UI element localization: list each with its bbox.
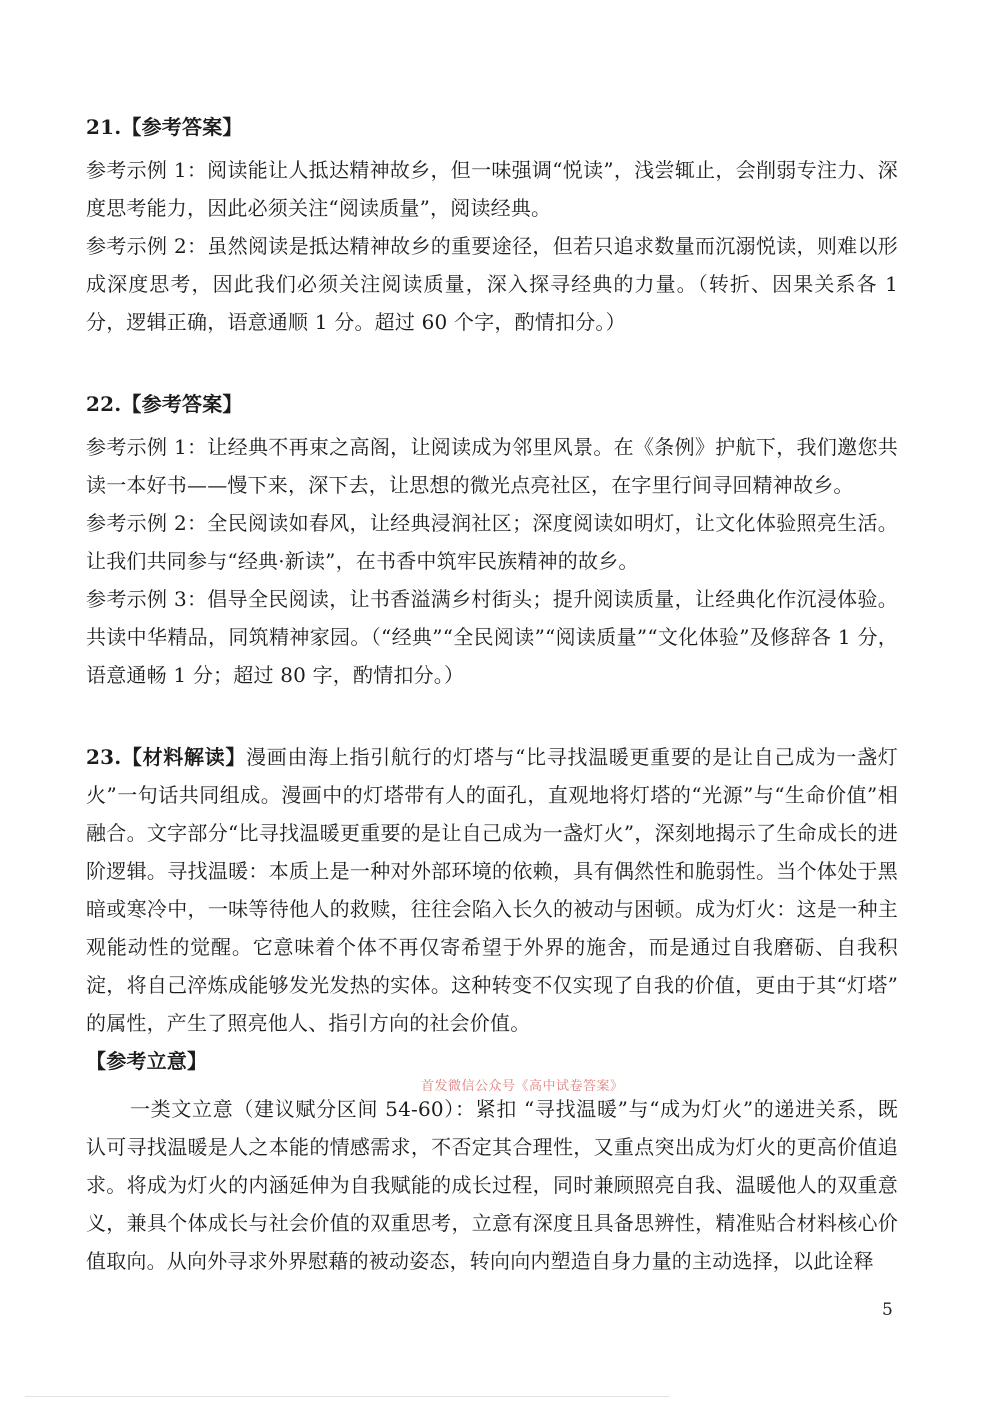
watermark-text: 首发微信公众号《高中试卷答案》	[421, 1079, 624, 1094]
section-22-example-1: 参考示例 1：让经典不再束之高阁，让阅读成为邻里风景。在《条例》护航下，我们邀您共读一本好书——慢下来，深下去，让思想的微光点亮社区，在字里行间寻回精神故乡。	[86, 435, 898, 497]
material-analysis-body: 漫画由海上指引航行的灯塔与“比寻找温暖更重要的是让自己成为一盏灯火”一句话共同组成。漫画中的灯塔带有人的面孔，直观地将灯塔的“光源”与“生命价值”相融合。文字部分“比寻找温暖更重要的是让自己成为一盏灯火”，深刻地揭示了生命成长的进阶逻辑。寻找温暖：本质上是一种对外部环境的依赖，具有偶然性和脆弱性。当个体处于黑暗或寒冷中，一味等待他人的救赎，往往会陷入长久的被动与困顿。成为灯火：这是一种主观能动性的觉醒。它意味着个体不再仅寄希望于外界的施舍，而是通过自我磨砺、自我积淀，将自己淬炼成能够发光发热的实体。这种转变不仅实现了自我的价值，更由于其“灯塔”的属性，产生了照亮他人、指引方向的社会价值。	[86, 745, 898, 1035]
section-21-heading: 21.【参考答案】	[86, 115, 243, 139]
answer-section-21	[86, 108, 898, 341]
section-23-material-analysis	[86, 738, 898, 1042]
reference-intent-heading: 【参考立意】	[86, 1049, 208, 1073]
section-21-example-2: 参考示例 2：虽然阅读是抵达精神故乡的重要途径，但若只追求数量而沉溺悦读，则难以形成深度思考，因此我们必须关注阅读质量，深入探寻经典的力量。（转折、因果关系各 1 分，逻辑正确，语意通顺 1 分。超过 60 个字，酌情扣分。）	[86, 234, 898, 334]
material-analysis-label: 23.【材料解读】	[86, 745, 247, 769]
section-21-example-1: 参考示例 1：阅读能让人抵达精神故乡，但一味强调“悦读”，浅尝辄止，会削弱专注力、深度思考能力，因此必须关注“阅读质量”，阅读经典。	[86, 158, 898, 220]
page-number: 5	[882, 1300, 893, 1320]
answer-section-22	[86, 385, 898, 694]
section-22-heading: 22.【参考答案】	[86, 392, 243, 416]
footer-divider	[25, 1396, 670, 1397]
first-class-intent-paragraph: 一类文立意（建议赋分区间 54-60）：紧扣 “寻找温暖”与“成为灯火”的递进关系，既认可寻找温暖是人之本能的情感需求，不否定其合理性，又重点突出成为灯火的更高价值追求。将成为灯火的内涵延伸为自我赋能的成长过程，同时兼顾照亮自我、温暖他人的双重意义，兼具个体成长与社会价值的双重思考，立意有深度且具备思辨性，精准贴合材料核心价值取向。从向外寻求外界慰藉的被动姿态，转向向内塑造自身力量的主动选择，以此诠释	[86, 1097, 898, 1273]
answer-section-23	[86, 738, 898, 1280]
section-22-example-2: 参考示例 2：全民阅读如春风，让经典浸润社区；深度阅读如明灯，让文化体验照亮生活。让我们共同参与“经典·新读”，在书香中筑牢民族精神的故乡。	[86, 511, 898, 573]
section-22-example-3: 参考示例 3：倡导全民阅读，让书香溢满乡村街头；提升阅读质量，让经典化作沉浸体验。共读中华精品，同筑精神家园。（“经典”“全民阅读”“阅读质量”“文化体验”及修辞各 1 分，语意通畅 1 分；超过 80 字，酌情扣分。）	[86, 587, 898, 687]
